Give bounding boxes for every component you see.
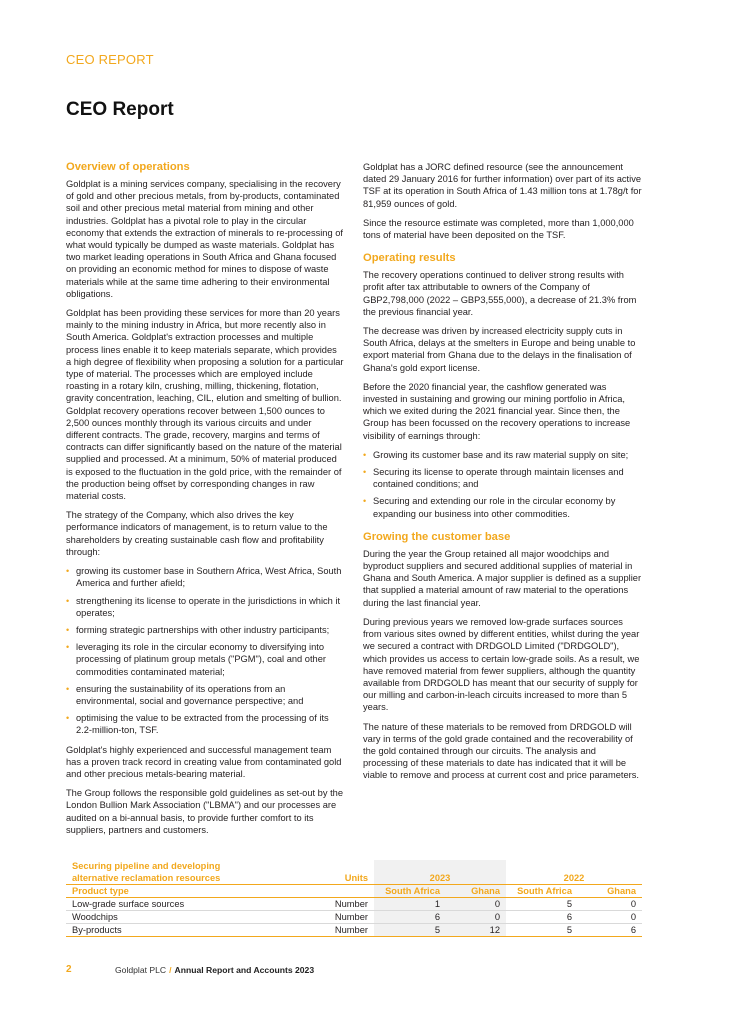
ghana-2023-header: Ghana	[446, 885, 506, 898]
value-cell: 5	[374, 924, 446, 937]
page-number: 2	[66, 964, 72, 975]
list-item: • Securing its license to operate through maintain licenses and contained conditions; and	[363, 466, 642, 490]
south-africa-2023-header: South Africa	[374, 885, 446, 898]
value-cell: 5	[506, 924, 578, 937]
paragraph: The recovery operations continued to deliver strong results with profit after tax attributable to owners of the Company of GBP2,798,000 (2022 – GBP3,555,000), a decrease of 21.3% from the previous financial year.	[363, 270, 637, 317]
paragraph: Goldplat is a mining services company, specialising in the recovery of gold and other precious metals, from by-products, contaminated soil and other precious metal material from mining and other industries. Goldplat has a pivotal role to play in the circular economy that extends the extraction of minerals to re-processing of what would typically be dumped as waste materials. Goldplat has two market leading operations in South Africa and Ghana focused on providing an economic method for mines to dispose of waste materials while at the same time adhering to their environmental obligations.	[66, 179, 343, 299]
product-type-header: Product type	[66, 885, 262, 898]
paragraph: The nature of these materials to be removed from DRDGOLD will vary in terms of the gold grade contained and the recoverability of the gold contained through our circuits. The analysis and processing of these materials to date has indicated that it will be viable to remove and process at current cost and price parameters.	[363, 721, 639, 781]
paragraph: Goldplat's highly experienced and successful management team has a proven track record in creating value from contaminated gold and other precious metals-bearing material.	[66, 744, 342, 779]
table-title: Securing pipeline and developing alternative reclamation resources	[72, 861, 221, 883]
value-cell: 0	[578, 898, 642, 911]
value-cell: 0	[446, 911, 506, 924]
paragraph: Before the 2020 financial year, the cashflow generated was invested in sustaining and growing our mining portfolio in Africa, which we exited during the 2021 financial year. Since then, the Group has been focussed on the recovery operations to increase visibility of earnings through:	[363, 381, 631, 441]
paragraph: The strategy of the Company, which also drives the key performance indicators of management, is to return value to the shareholders by creating sustainable cash flow and profitability through:	[66, 510, 328, 557]
overview-heading: Overview of operations	[66, 161, 190, 173]
ghana-2022-header: Ghana	[578, 885, 642, 898]
south-africa-2022-header: South Africa	[506, 885, 578, 898]
paragraph: During previous years we removed low-grade surfaces sources from various sites owned by different entities, whilst during the year we secured a contract with DRDGOLD Limited ("DRDGOLD"), which provides us access to certain low-grade soils. As a result, we have removed material from fewer suppliers, although the quantity available from DRDGOLD has meant that our security of supply for our milling and carbon-in-leach circuits increased to more than 5 years.	[363, 616, 640, 713]
product-cell: By-products	[66, 924, 262, 937]
year-2022-header: 2022	[563, 873, 585, 883]
page-title: CEO Report	[66, 99, 174, 120]
value-cell: 0	[578, 911, 642, 924]
reclamation-table	[66, 860, 642, 937]
list-item: • Securing and extending our role in the circular economy by expanding our business into other commodities.	[363, 495, 642, 519]
section-label: CEO REPORT	[66, 52, 154, 67]
list-item: • Growing its customer base and its raw material supply on site;	[363, 449, 642, 461]
strategy-list	[66, 565, 344, 736]
left-column	[66, 160, 344, 843]
product-cell: Woodchips	[66, 911, 262, 924]
paragraph: Goldplat has a JORC defined resource (see the announcement dated 29 January 2016 for further information) over part of its active TSF at its operation in South Africa of 1.43 million tons at 1.78g/t for 81,959 ounces of gold.	[363, 162, 642, 209]
value-cell: 6	[578, 924, 642, 937]
year-2023-header: 2023	[374, 860, 506, 885]
page-footer	[66, 964, 315, 975]
table-row	[66, 898, 642, 911]
list-item: • forming strategic partnerships with other industry participants;	[66, 624, 344, 636]
paragraph: Goldplat has been providing these services for more than 20 years mainly to the mining industry in Africa, but more recently also in South America. Goldplat's extraction processes and multiple process lines enable it to keep materials separate, which provides a high degree of flexibility when proposing a solution for a particular type of material. The processes which are employed include roasting in a rotary kiln, crushing, milling, thickening, flotation, gravity concentration, leaching, CIL, elution and smelting of bullion. Goldplat recovery operations recover between 1,500 ounces to 2,500 ounces monthly through its various circuits and under different contracts. The grade, recovery, margins and terms of contracts can differ significantly based on the nature of the material supplied and processed. At a minimum, 50% of material produced is exposed to the fluctuation in the gold price, with the remainder of the production being offset by corresponding changes in raw material costs.	[66, 308, 344, 502]
operating-results-heading: Operating results	[363, 252, 456, 265]
document-name: Annual Report and Accounts 2023	[174, 965, 315, 975]
table-row	[66, 924, 642, 937]
list-item: • leveraging its role in the circular economy to diversifying into processing of platinum group metals ("PGM"), coal and other commodities contaminated material;	[66, 641, 344, 678]
units-cell: Number	[262, 924, 374, 937]
list-item: • growing its customer base in Southern Africa, West Africa, South America and further afield;	[66, 565, 344, 589]
table-subheader-row	[66, 885, 642, 898]
table-header-row	[66, 860, 642, 885]
company-name: Goldplat PLC	[115, 965, 167, 975]
units-cell: Number	[262, 911, 374, 924]
earnings-list	[363, 449, 642, 520]
blank-header	[262, 885, 374, 898]
paragraph: The Group follows the responsible gold guidelines as set-out by the London Bullion Mark Association ("LBMA") and our processes are audited on a bi-annual basis, to provide further comfort to its suppliers, partners and customers.	[66, 788, 344, 835]
paragraph: During the year the Group retained all major woodchips and byproduct suppliers and secured additional supplies of material in Ghana and South America. A major supplier is defined as a supplier that supplied a material amount of raw material to the operations during the last financial year.	[363, 548, 642, 608]
units-header: Units	[344, 873, 368, 883]
customer-base-heading: Growing the customer base	[363, 530, 511, 543]
value-cell: 12	[446, 924, 506, 937]
right-column	[363, 161, 642, 789]
list-item: • optimising the value to be extracted from the processing of its 2.2-million-ton, TSF.	[66, 712, 344, 736]
paragraph: The decrease was driven by increased electricity supply cuts in South Africa, delays at the smelters in Europe and being unable to export material from Ghana due to the delays in the finalisation of Ghana's gold export license.	[363, 326, 636, 373]
footer-text	[115, 965, 314, 975]
value-cell: 1	[374, 898, 446, 911]
list-item: • strengthening its license to operate in the jurisdictions in which it operates;	[66, 595, 344, 619]
list-item: • ensuring the sustainability of its operations from an environmental, social and governance perspective; and	[66, 683, 344, 707]
table-row	[66, 911, 642, 924]
value-cell: 6	[506, 911, 578, 924]
footer-separator: /	[169, 965, 172, 975]
units-cell: Number	[262, 898, 374, 911]
value-cell: 0	[446, 898, 506, 911]
paragraph: Since the resource estimate was completed, more than 1,000,000 tons of material have been deposited on the TSF.	[363, 217, 634, 241]
product-cell: Low-grade surface sources	[66, 898, 262, 911]
value-cell: 5	[506, 898, 578, 911]
value-cell: 6	[374, 911, 446, 924]
